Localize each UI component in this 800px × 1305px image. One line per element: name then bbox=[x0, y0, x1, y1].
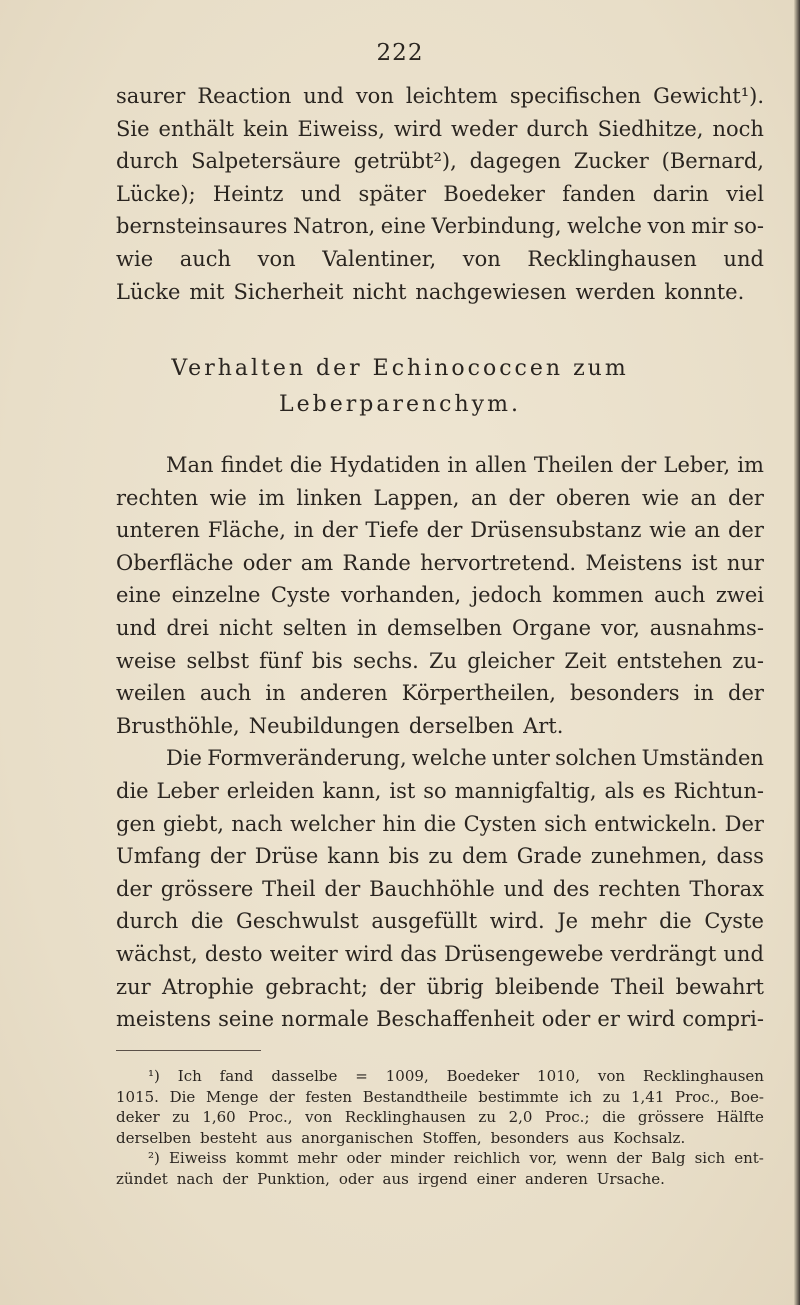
paragraph2-line: weise selbst fünf bis sechs. Zu gleicher Zeit entstehen zu- bbox=[116, 648, 764, 673]
footnote2-line: ²) Eiweiss kommt mehr oder minder reichlich vor, wenn der Balg sich ent- bbox=[148, 1149, 764, 1168]
section-heading-line-2: Leberparenchym. bbox=[279, 392, 521, 417]
paragraph1-line: Sie enthält kein Eiweiss, wird weder durch Siedhitze, noch bbox=[116, 116, 764, 141]
paragraph1-line: Lücke); Heintz und später Boedeker fanden darin viel bbox=[116, 181, 764, 206]
page-number: 222 bbox=[376, 40, 424, 66]
paragraph1-line: Lücke mit Sicherheit nicht nachgewiesen werden konnte. bbox=[116, 279, 745, 304]
paragraphs-2-3 bbox=[116, 449, 764, 1036]
paragraph3-line: wächst, desto weiter wird das Drüsengewebe verdrängt und bbox=[116, 941, 764, 966]
footnote1-line: 1015. Die Menge der festen Bestandtheile bestimmte ich zu 1,41 Proc., Boe- bbox=[116, 1087, 764, 1106]
paragraph1-line: bernsteinsaures Natron, eine Verbindung, welche von mir so- bbox=[116, 214, 764, 239]
footnote1-line: deker zu 1,60 Proc., von Recklinghausen zu 2,0 Proc.; die grössere Hälfte bbox=[116, 1108, 764, 1127]
paragraph2-line: rechten wie im linken Lappen, an der oberen wie an der bbox=[116, 485, 764, 510]
paragraph3-line: die Leber erleiden kann, ist so mannigfaltig, als es Richtun- bbox=[116, 778, 764, 803]
paragraph1-line: saurer Reaction und von leichtem specifischen Gewicht¹). bbox=[116, 84, 764, 108]
paragraph3-line: Die Formveränderung, welche unter solchen Umständen bbox=[166, 746, 764, 771]
paragraph2-line: und drei nicht selten in demselben Organe vor, ausnahms- bbox=[116, 615, 764, 640]
paragraph1-line: wie auch von Valentiner, von Recklinghausen und bbox=[116, 246, 764, 271]
paragraph2-line: eine einzelne Cyste vorhanden, jedoch kommen auch zwei bbox=[116, 583, 764, 608]
paragraph3-line: durch die Geschwulst ausgefüllt wird. Je mehr die Cyste bbox=[116, 909, 764, 934]
paragraph2-line: weilen auch in anderen Körpertheilen, besonders in der bbox=[116, 681, 764, 706]
page-edge-shadow bbox=[794, 0, 800, 1305]
footnotes bbox=[116, 1066, 764, 1190]
footnote1-line: ¹) Ich fand dasselbe = 1009, Boedeker 1010, von Recklinghausen bbox=[148, 1067, 764, 1085]
paragraph2-line: Oberfläche oder am Rande hervortretend. Meistens ist nur bbox=[116, 550, 764, 575]
paragraph2-line: Man findet die Hydatiden in allen Theilen der Leber, im bbox=[166, 453, 764, 477]
footnote1-line: derselben besteht aus anorganischen Stoffen, besonders aus Kochsalz. bbox=[116, 1128, 686, 1147]
footnote2-line: zündet nach der Punktion, oder aus irgend einer anderen Ursache. bbox=[116, 1169, 665, 1188]
paragraph3-line: der grössere Theil der Bauchhöhle und des rechten Thorax bbox=[116, 876, 764, 901]
paragraph-1 bbox=[116, 80, 764, 308]
paragraph3-line: zur Atrophie gebracht; der übrig bleibende Theil bewahrt bbox=[116, 974, 764, 999]
section-heading-line-1: Verhalten der Echinococcen zum bbox=[171, 356, 629, 381]
paragraph3-line: meistens seine normale Beschaffenheit oder er wird compri- bbox=[116, 1007, 764, 1032]
footnote-rule bbox=[116, 1050, 261, 1051]
paragraph3-line: gen giebt, nach welcher hin die Cysten sich entwickeln. Der bbox=[116, 811, 764, 836]
paragraph3-line: Umfang der Drüse kann bis zu dem Grade zunehmen, dass bbox=[116, 844, 764, 869]
paragraph2-line: unteren Fläche, in der Tiefe der Drüsensubstanz wie an der bbox=[116, 518, 764, 543]
paragraph2-line: Brusthöhle, Neubildungen derselben Art. bbox=[116, 713, 564, 738]
paragraph1-line: durch Salpetersäure getrübt²), dagegen Zucker (Bernard, bbox=[116, 149, 764, 174]
